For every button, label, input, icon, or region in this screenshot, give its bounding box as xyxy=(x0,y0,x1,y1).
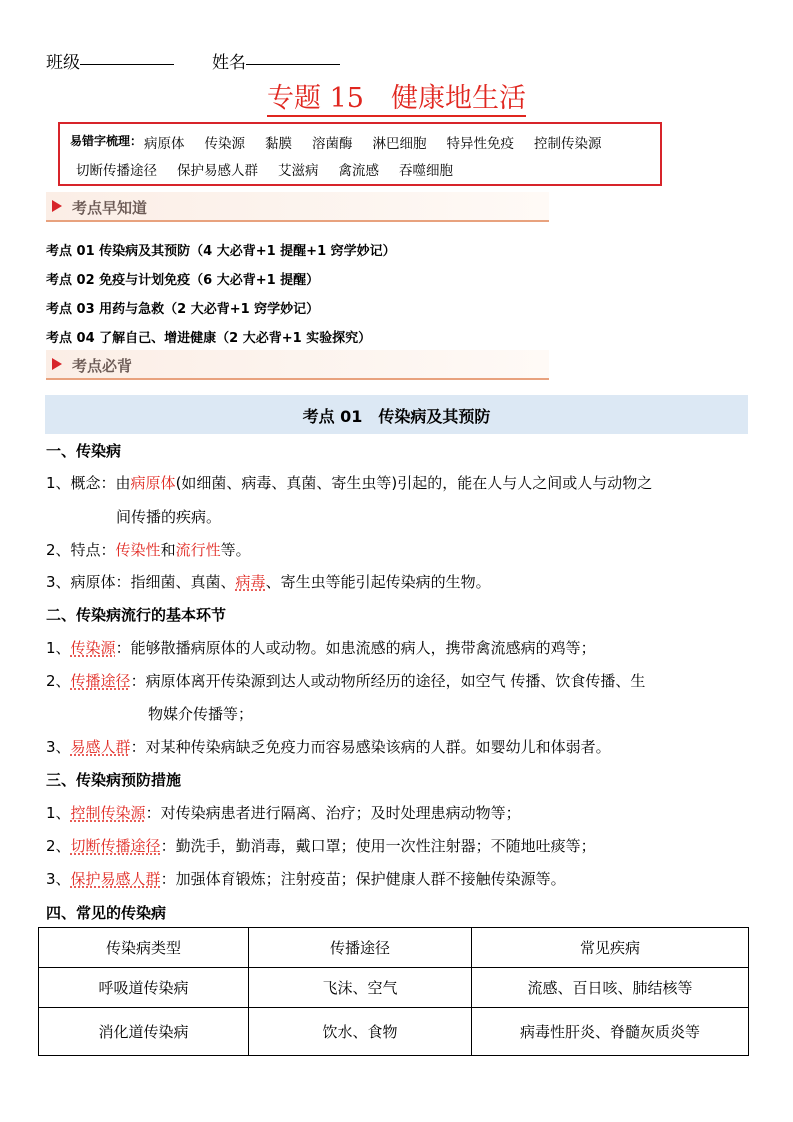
keyword: 传染性 xyxy=(115,541,161,559)
keyword: 控制传染源 xyxy=(70,804,146,822)
kaodian-item[interactable]: 考点 02 免疫与计划免疫（6 大必背+1 提醒） xyxy=(46,273,320,288)
part2-item-2-cont: 物媒介传播等； xyxy=(148,705,254,723)
vocab-word: 淋巴细胞 xyxy=(372,136,427,152)
section-header xyxy=(45,395,748,434)
keyword: 传染源 xyxy=(70,639,116,657)
class-label: 班级 xyxy=(46,53,80,73)
text: 2、 xyxy=(46,672,71,690)
table-row xyxy=(39,1008,749,1056)
table-cell: 消化道传染病 xyxy=(39,1008,249,1056)
keyword: 流行性 xyxy=(175,541,221,559)
vocab-word: 保护易感人群 xyxy=(177,163,258,179)
table-cell: 飞沫、空气 xyxy=(249,968,472,1008)
part3-item-2 xyxy=(46,835,596,856)
table-header: 传染病类型 xyxy=(39,928,249,968)
vocab-row-1 xyxy=(70,132,622,152)
part3-item-1 xyxy=(46,802,521,823)
table-cell: 病毒性肝炎、脊髓灰质炎等 xyxy=(472,1008,749,1056)
arrow-icon xyxy=(52,200,62,212)
class-name-line xyxy=(46,48,340,73)
text: ：对传染病患者进行隔离、治疗；及时处理患病动物等； xyxy=(145,804,521,822)
text: ：对某种传染病缺乏免疫力而容易感染该病的人群。如婴幼儿和体弱者。 xyxy=(130,738,611,756)
vocab-word: 吞噬细胞 xyxy=(399,163,453,179)
text: ：能够散播病原体的人或动物。如患流感的病人，携带禽流感病的鸡等； xyxy=(115,639,596,657)
text: 1、 xyxy=(46,804,71,822)
text: 2、特点： xyxy=(46,541,116,559)
text: 3、病原体：指细菌、真菌、 xyxy=(46,573,236,591)
table-header: 传播途径 xyxy=(249,928,472,968)
part2-heading: 二、传染病流行的基本环节 xyxy=(46,606,227,624)
part3-item-3 xyxy=(46,868,566,889)
disease-table xyxy=(38,927,749,1056)
text: 3、 xyxy=(46,738,71,756)
section-title: 考点 01 传染病及其预防 xyxy=(302,407,491,426)
banner-early-label: 考点早知道 xyxy=(72,199,148,217)
vocab-word: 黏膜 xyxy=(265,136,293,152)
vocab-word: 特异性免疫 xyxy=(446,136,515,152)
name-label: 姓名 xyxy=(212,53,246,73)
keyword: 病原体 xyxy=(130,474,176,492)
vocab-label: 易错字梳理： xyxy=(70,134,143,148)
text: 1、概念：由 xyxy=(46,474,131,492)
arrow-icon xyxy=(52,358,62,370)
class-blank[interactable] xyxy=(80,48,174,65)
keyword: 传播途径 xyxy=(70,672,131,690)
page-title: 专题 15 健康地生活 xyxy=(0,76,793,115)
part3-heading: 三、传染病预防措施 xyxy=(46,771,182,789)
vocab-word: 溶菌酶 xyxy=(312,136,353,152)
keyword: 切断传播途径 xyxy=(70,837,161,855)
vocab-word: 传染源 xyxy=(204,136,246,152)
text: 等。 xyxy=(220,541,251,559)
vocab-word: 病原体 xyxy=(144,136,185,152)
table-cell: 饮水、食物 xyxy=(249,1008,472,1056)
text: ：勤洗手，勤消毒，戴口罩；使用一次性注射器；不随地吐痰等； xyxy=(160,837,596,855)
table-row xyxy=(39,968,749,1008)
part2-item-3 xyxy=(46,736,611,757)
keyword: 保护易感人群 xyxy=(70,870,161,888)
keyword: 易感人群 xyxy=(70,738,131,756)
table-header: 常见疾病 xyxy=(472,928,749,968)
part1-concept xyxy=(46,472,652,493)
vocab-word: 控制传染源 xyxy=(534,136,602,152)
text: 、寄生虫等能引起传染病的生物。 xyxy=(265,573,491,591)
table-cell: 呼吸道传染病 xyxy=(39,968,249,1008)
part2-item-1 xyxy=(46,637,596,658)
table-header-row xyxy=(39,928,749,968)
text: 2、 xyxy=(46,837,71,855)
keyword: 病毒 xyxy=(235,573,266,591)
kaodian-item[interactable]: 考点 03 用药与急救（2 大必背+1 窍学妙记） xyxy=(46,302,320,317)
part4-heading: 四、常见的传染病 xyxy=(46,904,167,922)
vocab-row-2 xyxy=(76,159,473,179)
name-blank[interactable] xyxy=(246,48,340,65)
part2-item-2 xyxy=(46,670,645,691)
kaodian-item[interactable]: 考点 04 了解自己、增进健康（2 大必背+1 实验探究） xyxy=(46,331,372,346)
text: ：加强体育锻炼；注射疫苗；保护健康人群不接触传染源等。 xyxy=(160,870,566,888)
kaodian-item[interactable]: 考点 01 传染病及其预防（4 大必背+1 提醒+1 窍学妙记） xyxy=(46,244,396,259)
text: ：病原体离开传染源到达人或动物所经历的途径，如空气 传播、饮食传播、生 xyxy=(130,672,646,690)
text: 1、 xyxy=(46,639,71,657)
text: (如细菌、病毒、真菌、寄生虫等)引起的，能在人与人之间或人与动物之 xyxy=(175,474,653,492)
part1-heading: 一、传染病 xyxy=(46,442,122,460)
text: 3、 xyxy=(46,870,71,888)
table-cell: 流感、百日咳、肺结核等 xyxy=(472,968,749,1008)
part1-concept-cont: 间传播的疾病。 xyxy=(116,508,222,526)
vocab-box xyxy=(58,122,662,186)
banner-must xyxy=(46,350,549,380)
part1-pathogen xyxy=(46,571,491,592)
vocab-word: 艾滋病 xyxy=(278,163,319,179)
banner-early xyxy=(46,192,549,222)
vocab-word: 切断传播途径 xyxy=(76,163,157,179)
vocab-word: 禽流感 xyxy=(338,163,379,179)
banner-must-label: 考点必背 xyxy=(72,357,133,375)
text: 和 xyxy=(160,541,176,559)
part1-feature xyxy=(46,539,251,560)
